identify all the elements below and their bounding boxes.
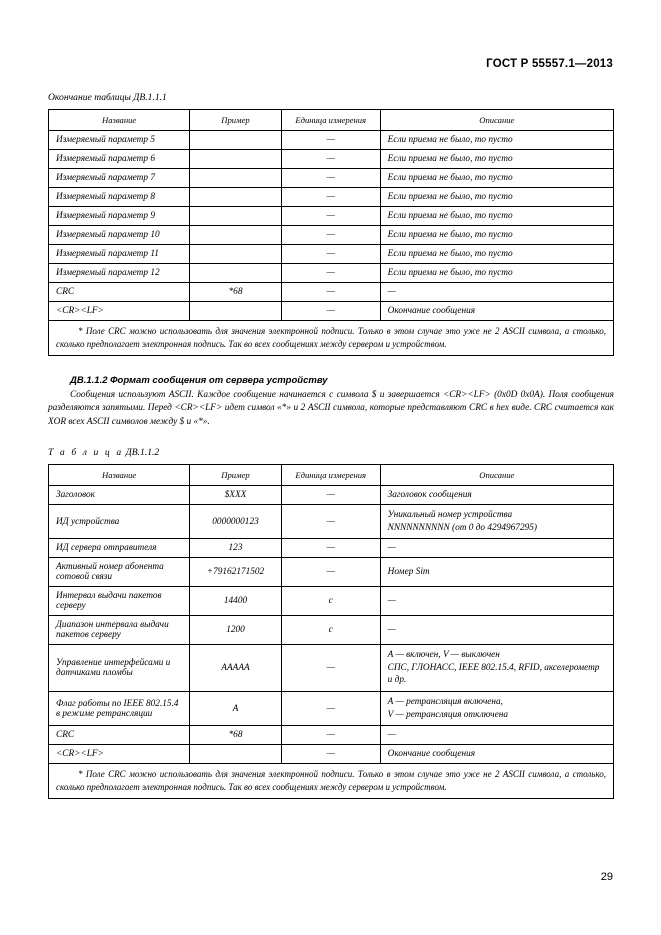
table1-cell-unit: — bbox=[281, 283, 380, 302]
table1-cell-description: Если приема не было, то пусто bbox=[380, 226, 613, 245]
table2-cell-description bbox=[380, 505, 613, 539]
table-row bbox=[49, 245, 614, 264]
table1-cell-description: Окончание сообщения bbox=[380, 302, 613, 321]
table-row bbox=[49, 486, 614, 505]
table1-cell-example bbox=[190, 131, 282, 150]
table1-cell-description: — bbox=[380, 283, 613, 302]
table2-cell-unit: — bbox=[281, 505, 380, 539]
table-row bbox=[49, 691, 614, 725]
table2-col-description: Описание bbox=[380, 465, 613, 486]
table1-cell-unit: — bbox=[281, 302, 380, 321]
table1-cell-unit: — bbox=[281, 226, 380, 245]
page-number: 29 bbox=[600, 871, 613, 883]
table1-col-name: Название bbox=[49, 110, 190, 131]
table2-cell-example bbox=[190, 745, 282, 764]
table2-cell-description-line: A — ретрансляция включена, bbox=[387, 696, 503, 707]
table1-cell-name: Измеряемый параметр 11 bbox=[49, 245, 190, 264]
table-row bbox=[49, 745, 614, 764]
table2-cell-description-line: Уникальный номер устройства bbox=[387, 510, 513, 521]
table2-cell-description-line: A — включен, V — выключен bbox=[387, 650, 500, 661]
page-content bbox=[48, 92, 614, 799]
table1-cell-name: Измеряемый параметр 8 bbox=[49, 188, 190, 207]
table2-col-unit: Единица измерения bbox=[281, 465, 380, 486]
table1-cell-description: Если приема не было, то пусто bbox=[380, 188, 613, 207]
table-row bbox=[49, 645, 614, 692]
table2-cell-name: ИД сервера отправителя bbox=[49, 539, 190, 558]
table2-cell-unit: — bbox=[281, 645, 380, 692]
table2-cell-description bbox=[380, 645, 613, 692]
table2-cell-name: Флаг работы по IEEE 802.15.4 в режиме ретрансляции bbox=[49, 691, 190, 725]
table-row bbox=[49, 302, 614, 321]
table1-cell-description: Если приема не было, то пусто bbox=[380, 245, 613, 264]
table-row bbox=[49, 207, 614, 226]
table2-cell-example: 123 bbox=[190, 539, 282, 558]
table2-note bbox=[49, 764, 614, 799]
table-row bbox=[49, 587, 614, 616]
table1-cell-description: Если приема не было, то пусто bbox=[380, 150, 613, 169]
table2-cell-name: Диапазон интервала выдачи пакетов серверу bbox=[49, 616, 190, 645]
table-row bbox=[49, 226, 614, 245]
table2-cell-name: <CR><LF> bbox=[49, 745, 190, 764]
table2-cell-name: CRC bbox=[49, 726, 190, 745]
table2-col-example: Пример bbox=[190, 465, 282, 486]
table-row bbox=[49, 558, 614, 587]
table2-cell-description-line: СПС, ГЛОНАСС, IEEE 802.15.4, RFID, акселерометр и др. bbox=[387, 662, 600, 686]
table1-cell-example bbox=[190, 150, 282, 169]
table2-cell-description-line: NNNNNNNNNN (от 0 до 4294967295) bbox=[387, 522, 537, 533]
table1-cell-example bbox=[190, 264, 282, 283]
table1-cell-example bbox=[190, 245, 282, 264]
table1-cell-name: <CR><LF> bbox=[49, 302, 190, 321]
table2-cell-example: ААААА bbox=[190, 645, 282, 692]
table2-cell-name: Управление интерфейсами и датчиками пломбы bbox=[49, 645, 190, 692]
table1-cell-name: Измеряемый параметр 6 bbox=[49, 150, 190, 169]
table1-cell-unit: — bbox=[281, 150, 380, 169]
table1-cell-name: Измеряемый параметр 7 bbox=[49, 169, 190, 188]
table1-cell-unit: — bbox=[281, 264, 380, 283]
table2-cell-example: *68 bbox=[190, 726, 282, 745]
section-paragraph bbox=[48, 389, 614, 430]
table-row bbox=[49, 616, 614, 645]
table2-cell-name: ИД устройства bbox=[49, 505, 190, 539]
table2 bbox=[48, 464, 614, 798]
table1-header bbox=[49, 110, 614, 131]
table-row bbox=[49, 150, 614, 169]
table2-cell-example: 14400 bbox=[190, 587, 282, 616]
table2-cell-description: — bbox=[380, 726, 613, 745]
table2-cell-unit: с bbox=[281, 616, 380, 645]
table2-cell-unit: — bbox=[281, 745, 380, 764]
table1-footer bbox=[49, 321, 614, 356]
table1-cell-name: Измеряемый параметр 5 bbox=[49, 131, 190, 150]
table1-col-unit: Единица измерения bbox=[281, 110, 380, 131]
table2-cell-unit: — bbox=[281, 558, 380, 587]
table1-cell-unit: — bbox=[281, 169, 380, 188]
table1-col-description: Описание bbox=[380, 110, 613, 131]
table1-cell-description: Если приема не было, то пусто bbox=[380, 131, 613, 150]
table2-cell-description bbox=[380, 691, 613, 725]
table1-note-text: * Поле CRC можно использовать для значения электронной подписи. Только в этом случае это уже не 2 ASCII символа, а столько, сколько предполагает электронная подпись. Так во всех сообщениях между сервером и устройством. bbox=[56, 326, 606, 349]
table2-note-text: * Поле CRC можно использовать для значения электронной подписи. Только в этом случае это уже не 2 ASCII символа, а столько, сколько предполагает электронная подпись. Так во всех сообщениях между сервером и устройством. bbox=[56, 769, 606, 792]
table1-note-row bbox=[49, 321, 614, 356]
table1-cell-name: Измеряемый параметр 9 bbox=[49, 207, 190, 226]
table2-cell-description: — bbox=[380, 587, 613, 616]
table-row bbox=[49, 169, 614, 188]
table1-cell-example bbox=[190, 207, 282, 226]
table1-col-example: Пример bbox=[190, 110, 282, 131]
table2-body bbox=[49, 486, 614, 764]
table2-cell-unit: с bbox=[281, 587, 380, 616]
table1-header-row bbox=[49, 110, 614, 131]
table2-cell-example: A bbox=[190, 691, 282, 725]
table2-cell-name: Интервал выдачи пакетов серверу bbox=[49, 587, 190, 616]
table1-cell-name: Измеряемый параметр 12 bbox=[49, 264, 190, 283]
table-row bbox=[49, 131, 614, 150]
table2-footer bbox=[49, 764, 614, 799]
table1-cell-unit: — bbox=[281, 245, 380, 264]
table1-note bbox=[49, 321, 614, 356]
table2-cell-unit: — bbox=[281, 691, 380, 725]
table1-cell-example bbox=[190, 169, 282, 188]
table1-cell-unit: — bbox=[281, 207, 380, 226]
table2-cell-example: $XXX bbox=[190, 486, 282, 505]
table2-header-row bbox=[49, 465, 614, 486]
table1-cell-example bbox=[190, 226, 282, 245]
table-row bbox=[49, 264, 614, 283]
table2-header bbox=[49, 465, 614, 486]
table1-cell-name: Измеряемый параметр 10 bbox=[49, 226, 190, 245]
table2-cell-unit: — bbox=[281, 539, 380, 558]
table2-note-row bbox=[49, 764, 614, 799]
table1-cell-example bbox=[190, 188, 282, 207]
table2-cell-description: — bbox=[380, 616, 613, 645]
table2-caption-label: Т а б л и ц а bbox=[48, 447, 124, 459]
table1-cell-unit: — bbox=[281, 188, 380, 207]
table2-cell-unit: — bbox=[281, 486, 380, 505]
table2-cell-description: Номер Sim bbox=[380, 558, 613, 587]
table1-cell-description: Если приема не было, то пусто bbox=[380, 264, 613, 283]
table1 bbox=[48, 109, 614, 356]
table2-cell-description: Окончание сообщения bbox=[380, 745, 613, 764]
table2-cell-description: Заголовок сообщения bbox=[380, 486, 613, 505]
table2-cell-name: Активный номер абонента сотовой связи bbox=[49, 558, 190, 587]
table-row bbox=[49, 505, 614, 539]
table1-cell-example: *68 bbox=[190, 283, 282, 302]
table2-cell-description: — bbox=[380, 539, 613, 558]
table2-caption bbox=[48, 447, 614, 458]
table1-cell-name: CRC bbox=[49, 283, 190, 302]
table2-col-name: Название bbox=[49, 465, 190, 486]
table2-cell-unit: — bbox=[281, 726, 380, 745]
standard-header: ГОСТ Р 55557.1—2013 bbox=[486, 58, 613, 70]
table1-cell-unit: — bbox=[281, 131, 380, 150]
table2-cell-example: 1200 bbox=[190, 616, 282, 645]
table2-cell-description-line: V — ретрансляция отключена bbox=[387, 709, 508, 720]
section-paragraph-text: Сообщения используют ASCII. Каждое сообщение начинается с символа $ и завершается <CR><LF> (0x0D 0x0A). Поля сообщения разделяются запятыми. Перед <CR><LF> идет символ «*» и 2 ASCII символа, которые представляют CRC в hex виде. CRC считается как XOR всех ASCII символов между $ и «*». bbox=[48, 389, 614, 427]
table2-caption-number: ДВ.1.1.2 bbox=[125, 447, 160, 459]
table1-cell-description: Если приема не было, то пусто bbox=[380, 207, 613, 226]
section-heading: ДВ.1.1.2 Формат сообщения от сервера устройству bbox=[70, 374, 328, 386]
table1-cell-example bbox=[190, 302, 282, 321]
table2-cell-example: +79162171502 bbox=[190, 558, 282, 587]
table2-cell-example: 0000000123 bbox=[190, 505, 282, 539]
table-row bbox=[49, 726, 614, 745]
table1-cell-description: Если приема не было, то пусто bbox=[380, 169, 613, 188]
table-row bbox=[49, 539, 614, 558]
table2-cell-name: Заголовок bbox=[49, 486, 190, 505]
table1-caption: Окончание таблицы ДВ.1.1.1 bbox=[48, 92, 167, 103]
table1-body bbox=[49, 131, 614, 321]
table-row bbox=[49, 188, 614, 207]
table-row bbox=[49, 283, 614, 302]
